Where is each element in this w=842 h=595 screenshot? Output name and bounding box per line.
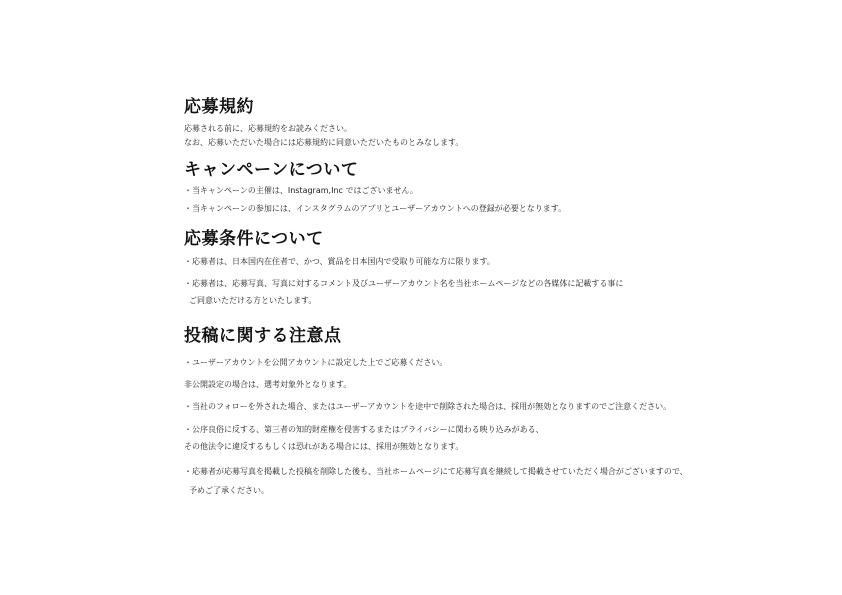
notes-line-2: 非公開設定の場合は、選考対象外となります。 [184, 380, 352, 389]
section-heading-posting-notes: 投稿に関する注意点 [184, 326, 342, 346]
conditions-line-1: ・応募者は、日本国内在住者で、かつ、賞品を日本国内で受取り可能な方に限ります。 [184, 257, 495, 266]
notes-line-3: ・当社のフォローを外された場合、またはユーザーアカウントを途中で削除された場合は、採用が無効となりますのでご注意ください。 [184, 402, 672, 411]
notes-line-4: ・公序良俗に反する、第三者の知的財産権を侵害するまたはプライバシーに関わる映り込みがある、 [184, 425, 544, 434]
conditions-line-2: ・応募者は、応募写真、写真に対するコメント及びユーザーアカウント名を当社ホームページなどの各媒体に記載する事に [184, 279, 624, 288]
entry-terms-line-2: なお、応募いただいた場合には応募規約に同意いただいたものとみなします。 [184, 138, 464, 147]
notes-line-7: 予めご了承ください。 [189, 486, 269, 495]
section-heading-entry-terms: 応募規約 [184, 97, 254, 117]
notes-line-1: ・ユーザーアカウントを公開アカウントに設定した上でご応募ください。 [184, 358, 448, 367]
section-heading-entry-conditions: 応募条件について [184, 229, 324, 249]
entry-terms-line-1: 応募される前に、応募規約をお読みください。 [184, 124, 352, 133]
campaign-line-2: ・当キャンペーンの参加には、インスタグラムのアプリとユーザーアカウントへの登録が必要となります。 [184, 204, 567, 213]
section-heading-campaign: キャンペーンについて [184, 160, 359, 180]
notes-line-6: ・応募者が応募写真を掲載した投稿を削除した後も、当社ホームページにて応募写真を継続して掲載させていただく場合がございますので、 [184, 467, 688, 476]
campaign-line-1: ・当キャンペーンの主催は、Instagram,Inc ではございません。 [184, 186, 418, 195]
conditions-line-3: ご同意いただける方といたします。 [189, 296, 317, 305]
notes-line-5: その他法令に違反するもしくは恐れがある場合には、採用が無効となります。 [184, 442, 464, 451]
